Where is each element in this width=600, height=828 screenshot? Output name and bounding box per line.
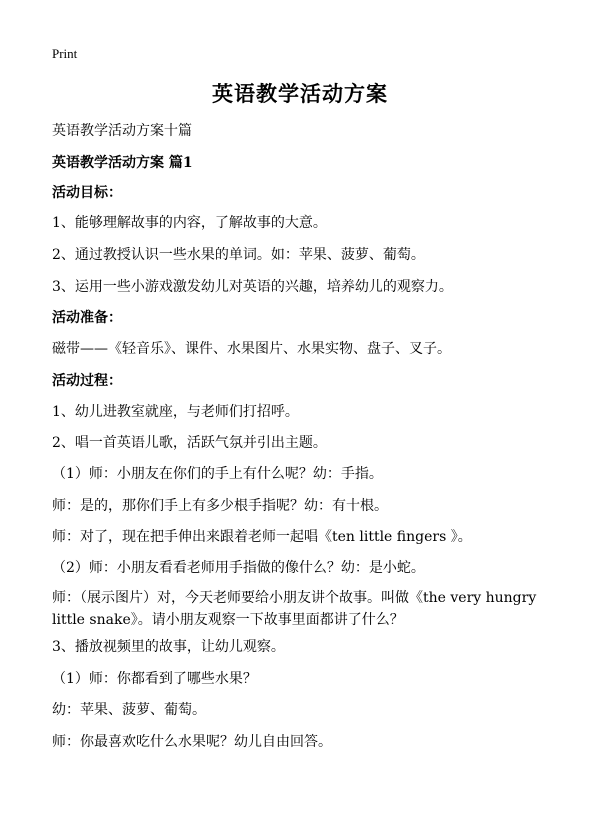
process-item-8: 3、播放视频里的故事，让幼儿观察。 — [52, 639, 285, 655]
process-item-2: 2、唱一首英语儿歌，活跃气氛并引出主题。 — [52, 435, 327, 451]
goals-heading: 活动目标： — [52, 185, 122, 201]
process-item-1: 1、幼儿进教室就座，与老师们打招呼。 — [52, 404, 299, 420]
process-item-11: 师：你最喜欢吃什么水果呢？幼儿自由回答。 — [52, 734, 332, 750]
preparation-heading: 活动准备： — [52, 310, 122, 326]
goal-item-2: 2、通过教授认识一些水果的单词。如：苹果、菠萝、葡萄。 — [52, 247, 425, 263]
print-link[interactable]: Print — [52, 46, 78, 61]
process-item-6: （2）师：小朋友看看老师用手指做的像什么？幼：是小蛇。 — [52, 560, 425, 576]
process-item-5: 师：对了，现在把手伸出来跟着老师一起唱《ten little fingers 》。 — [52, 529, 472, 545]
goal-item-3: 3、运用一些小游戏激发幼儿对英语的兴趣，培养幼儿的观察力。 — [52, 279, 453, 295]
process-item-4: 师：是的，那你们手上有多少根手指呢？幼：有十根。 — [52, 498, 388, 514]
process-item-7: 师：（展示图片）对，今天老师要给小朋友讲个故事。叫做《the very hungry little snake》。请小朋友观察一下故事里面都讲了什么？ — [52, 590, 537, 628]
process-item-3: （1）师：小朋友在你们的手上有什么呢？幼：手指。 — [52, 466, 383, 482]
process-item-10: 幼：苹果、菠萝、葡萄。 — [52, 702, 206, 718]
page-title: 英语教学活动方案 — [212, 81, 388, 106]
process-heading: 活动过程： — [52, 373, 122, 389]
goal-item-1: 1、能够理解故事的内容，了解故事的大意。 — [52, 215, 327, 231]
process-item-9: （1）师：你都看到了哪些水果？ — [52, 671, 257, 687]
preparation-text: 磁带——《轻音乐》、课件、水果图片、水果实物、盘子、叉子。 — [52, 341, 451, 357]
subtitle: 英语教学活动方案十篇 — [52, 123, 192, 139]
section-heading: 英语教学活动方案 篇1 — [52, 155, 193, 171]
